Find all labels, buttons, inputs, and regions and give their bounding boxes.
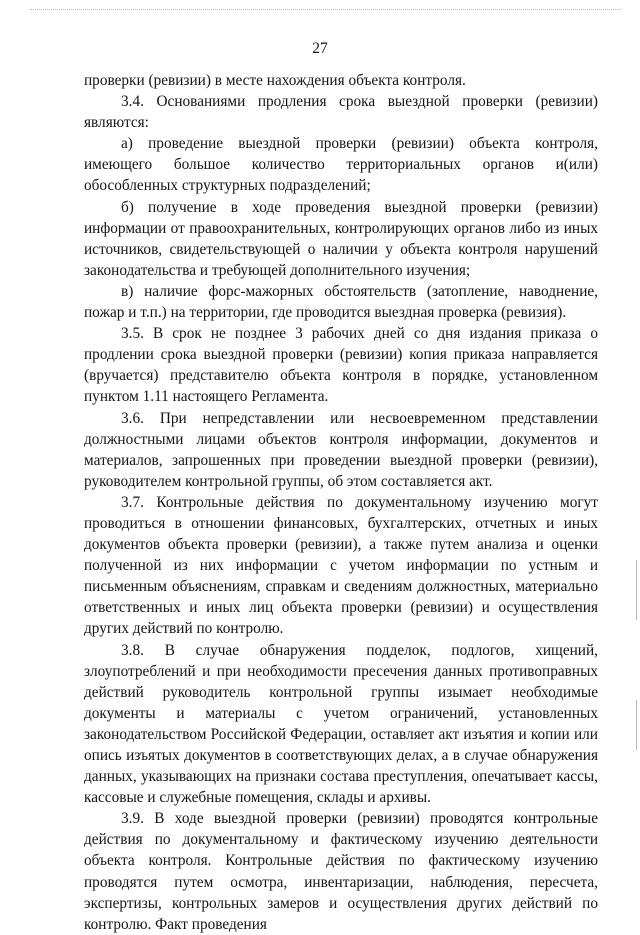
scan-artifact-right-edge	[636, 700, 637, 750]
paragraph-3-4-a: а) проведение выездной проверки (ревизии) объекта контроля, имеющего большое количество территориальных органов и(или) обособленных структурных подразделений;	[84, 135, 598, 195]
paragraph-3-4-c: в) наличие форс-мажорных обстоятельств (затопление, наводнение, пожар и т.п.) на территории, где проводится выездная проверка (ревизия).	[84, 282, 598, 322]
paragraph-continuation: проверки (ревизии) в месте нахождения объекта контроля.	[84, 72, 466, 89]
document-body	[84, 70, 598, 935]
scan-artifact-right-edge	[636, 560, 637, 620]
paragraph-3-7: 3.7. Контрольные действия по документальному изучению могут проводиться в отношении финансовых, бухгалтерских, отчетных и иных документов объекта проверки (ревизии), а также путем анализа и оценки полученной из них информации с учетом информации по устным и письменным объяснениям, справкам и сведениям должностных, материально ответственных и иных лиц объекта проверки (ревизии) и осуществления других действий по контролю.	[84, 493, 598, 638]
paragraph-3-9: 3.9. В ходе выездной проверки (ревизии) проводятся контрольные действия по документальному и фактическому изучению деятельности объекта контроля. Контрольные действия по фактическому изучению проводятся путем осмотра, инвентаризации, наблюдения, пересчета, экспертизы, контрольных замеров и осуществления других действий по контролю. Факт проведения	[84, 810, 598, 933]
paragraph-3-4-b: б) получение в ходе проведения выездной проверки (ревизии) информации от правоохранительных, контролирующих органов либо из иных источников, свидетельствующей о наличии у объекта контроля нарушений законодательства и требующей дополнительного изучения;	[84, 198, 598, 279]
page-number: 27	[312, 40, 328, 57]
paragraph-3-8: 3.8. В случае обнаружения подделок, подлогов, хищений, злоупотреблений и при необходимости пресечения данных противоправных действий руководитель контрольной группы изымает необходимые документы и материалы с учетом ограничений, установленных законодательством Российской Федерации, оставляет акт изъятия и копии или опись изъятых документов в соответствующих делах, а в случае обнаружения данных, указывающих на признаки состава преступления, опечатывает кассы, кассовые и служебные помещения, склады и архивы.	[84, 641, 598, 807]
paragraph-3-6: 3.6. При непредставлении или несвоевременном представлении должностными лицами объектов контроля информации, документов и материалов, запрошенных при проведении выездной проверки (ревизии), руководителем контрольной группы, об этом составляется акт.	[84, 409, 598, 490]
paragraph-3-5: 3.5. В срок не позднее 3 рабочих дней со дня издания приказа о продлении срока выездной проверки (ревизии) копия приказа направляется (вручается) представителю объекта контроля в порядке, установленном пунктом 1.11 настоящего Регламента.	[84, 325, 598, 406]
scan-artifact-top	[30, 9, 620, 10]
paragraph-3-4: 3.4. Основаниями продления срока выездной проверки (ревизии) являются:	[84, 93, 598, 132]
